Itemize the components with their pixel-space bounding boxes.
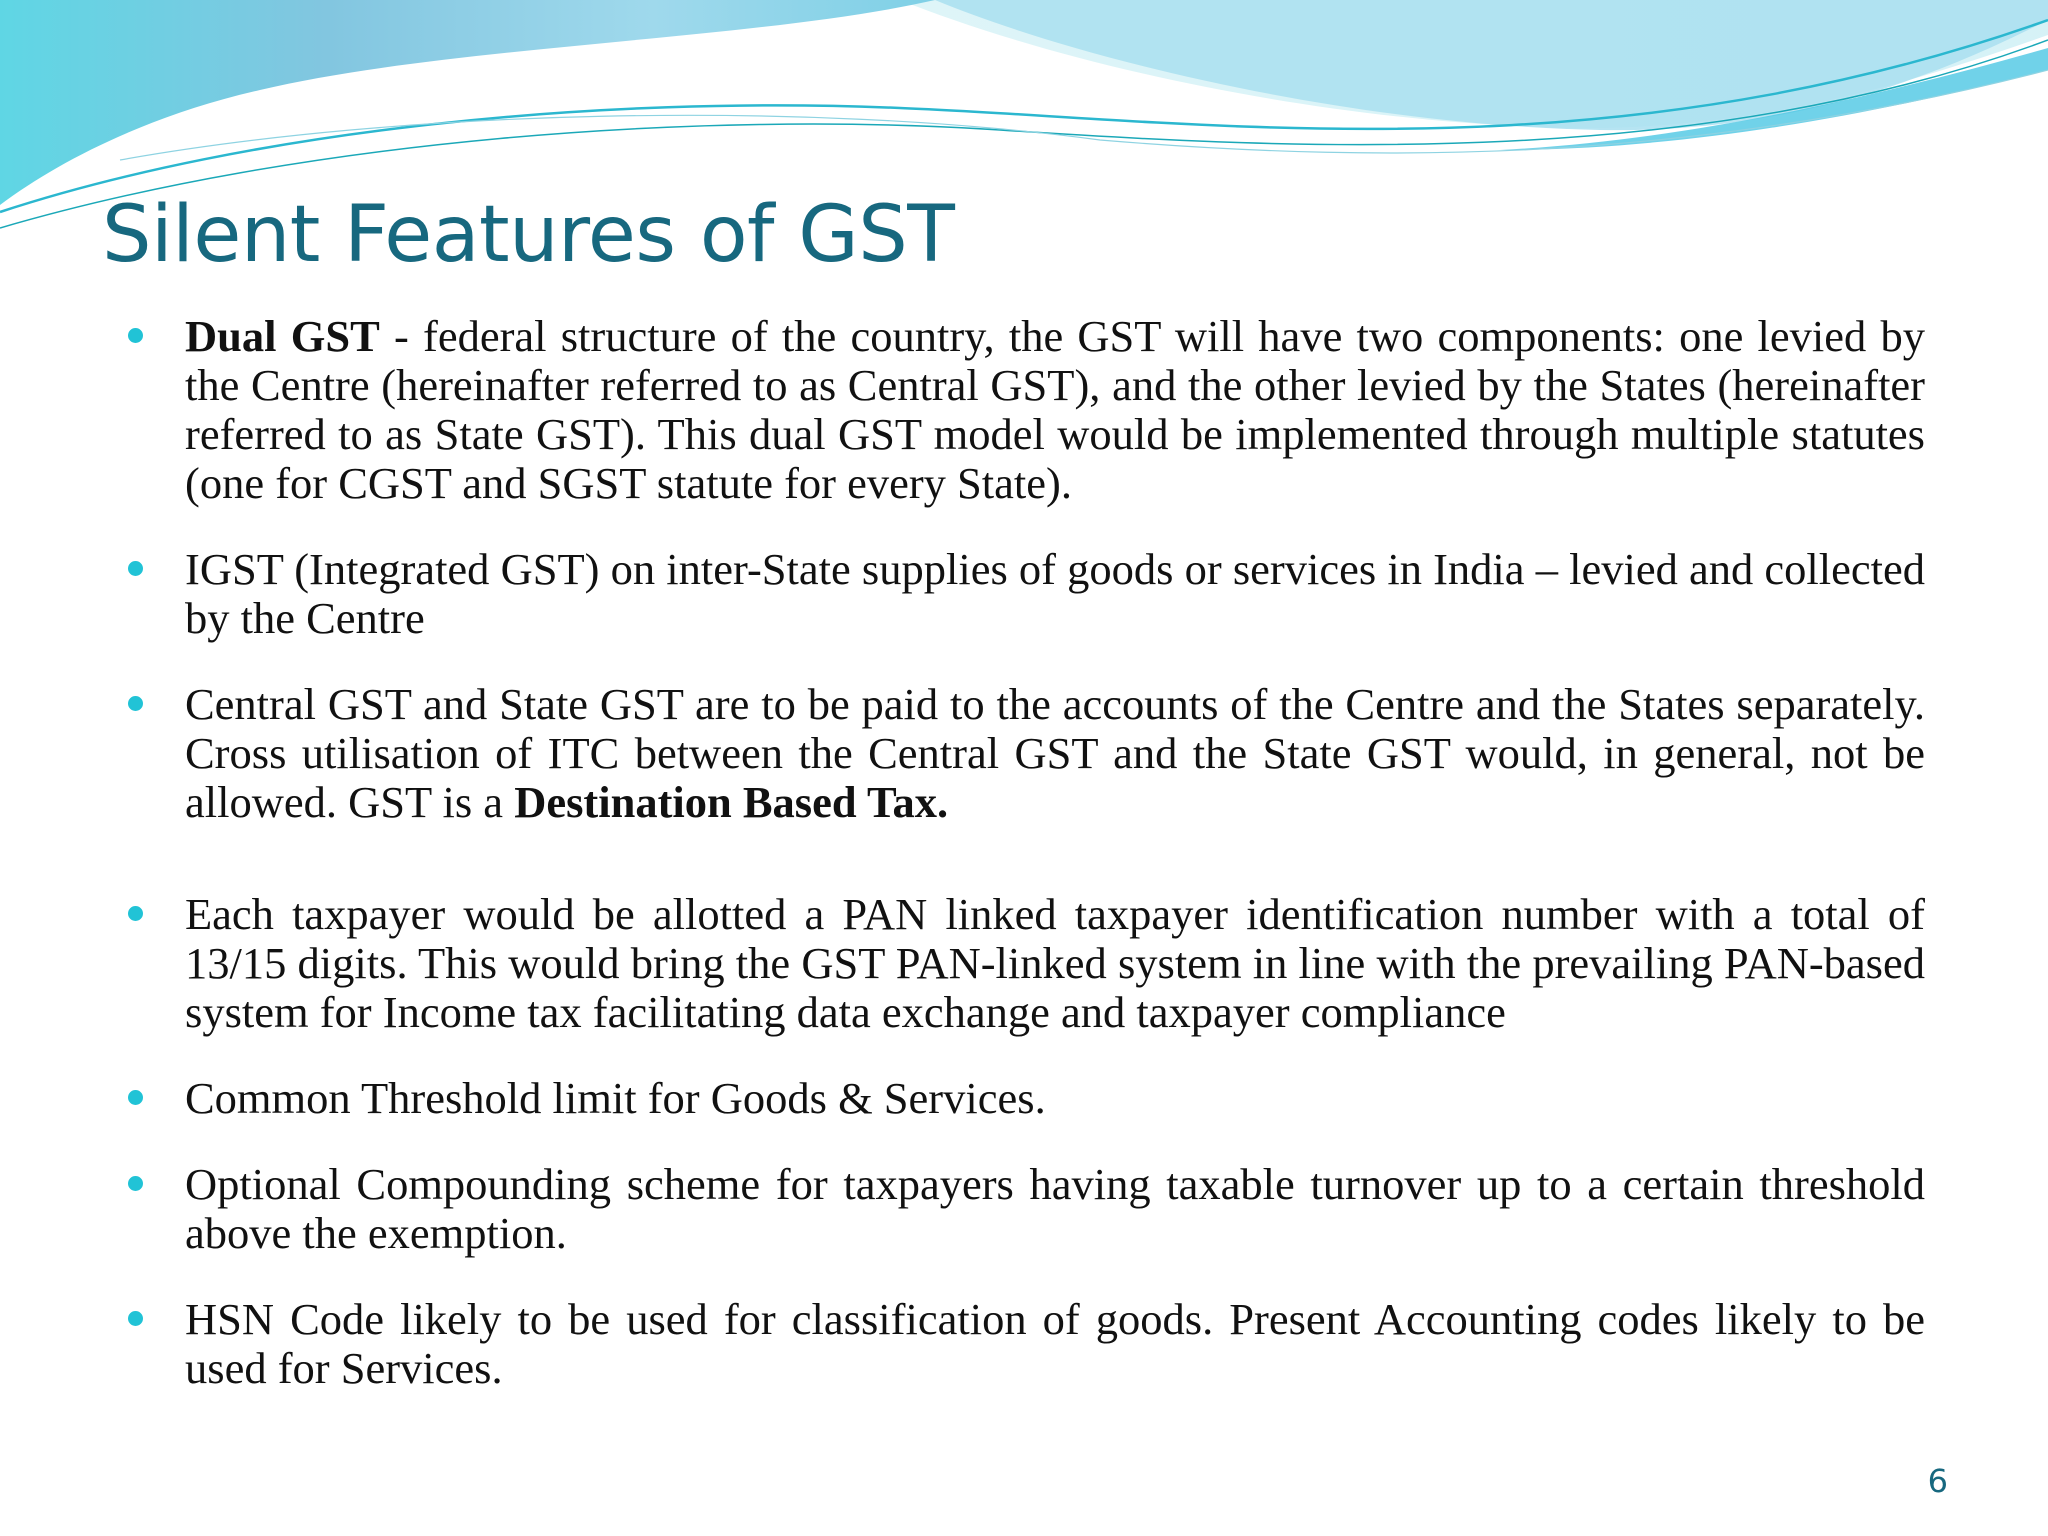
bullet-dot-icon	[128, 328, 143, 343]
bullet-list	[125, 312, 1925, 1393]
bullet-dot-icon	[128, 561, 143, 576]
list-item	[125, 680, 1925, 827]
list-item	[125, 1295, 1925, 1393]
bullet-text: Common Threshold limit for Goods & Services.	[185, 1073, 1046, 1123]
bullet-text: Central GST and State GST are to be paid to the accounts of the Centre and the States separately. Cross utilisation of ITC between the Central GST and the State GST would, in general, not be allowed. GST is a	[185, 679, 1925, 827]
list-item	[125, 1074, 1925, 1123]
slide-title: Silent Features of GST	[102, 190, 955, 280]
bullet-dot-icon	[128, 696, 143, 711]
bullet-text: Optional Compounding scheme for taxpayers having taxable turnover up to a certain threshold above the exemption.	[185, 1159, 1925, 1258]
page-number: 6	[1927, 1462, 1948, 1500]
list-item	[125, 545, 1925, 643]
bullet-text: IGST (Integrated GST) on inter-State supplies of goods or services in India – levied and collected by the Centre	[185, 544, 1925, 643]
bullet-dot-icon	[128, 1176, 143, 1191]
bullet-text: Each taxpayer would be allotted a PAN linked taxpayer identification number with a total of 13/15 digits. This would bring the GST PAN-linked system in line with the prevailing PAN-based system for Income tax facilitating data exchange and taxpayer compliance	[185, 889, 1925, 1037]
bullet-emphasis: Destination Based Tax.	[514, 777, 949, 827]
bullet-dot-icon	[128, 906, 143, 921]
list-item	[125, 1160, 1925, 1258]
bullet-lead: Dual GST	[185, 311, 380, 361]
bullet-text: HSN Code likely to be used for classification of goods. Present Accounting codes likely to be used for Services.	[185, 1294, 1925, 1393]
list-item	[125, 890, 1925, 1037]
bullet-dot-icon	[128, 1311, 143, 1326]
list-item	[125, 312, 1925, 508]
bullet-dot-icon	[128, 1090, 143, 1105]
bullet-text: - federal structure of the country, the GST will have two components: one levied by the Centre (hereinafter referred to as Central GST), and the other levied by the States (hereinafter referred to as State GST). This dual GST model would be implemented through multiple statutes (one for CGST and SGST statute for every State).	[185, 311, 1925, 508]
